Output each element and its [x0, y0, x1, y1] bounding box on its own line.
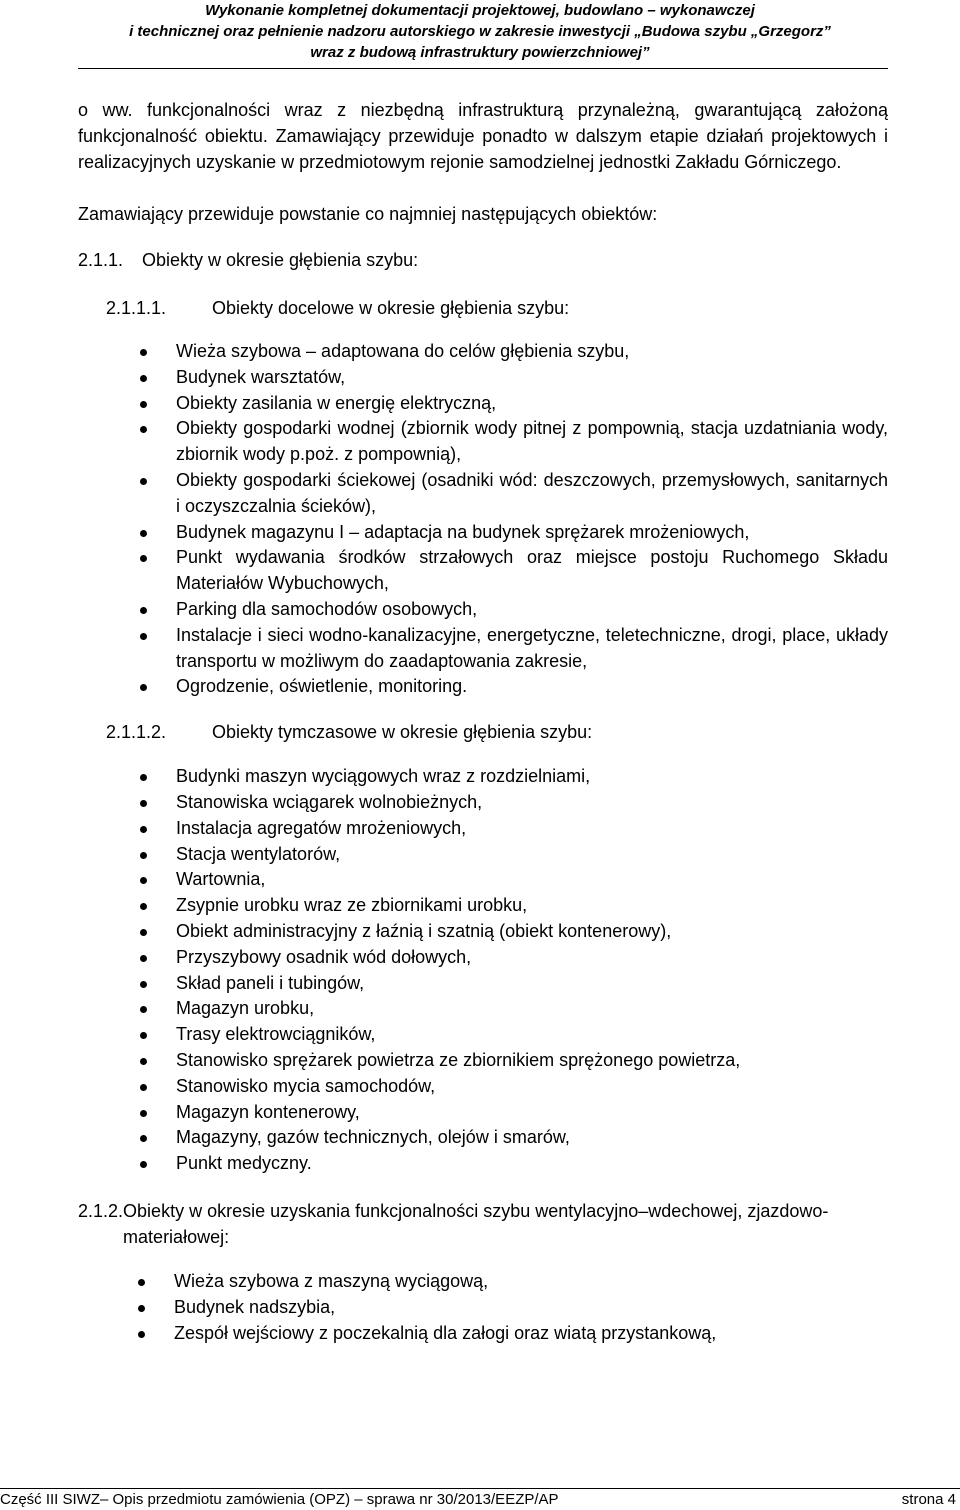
page-number: strona 4	[901, 1491, 956, 1508]
list-item: Wieża szybowa z maszyną wyciągową,	[174, 1269, 888, 1295]
list-item: Obiekt administracyjny z łaźnią i szatnią (obiekt kontenerowy),	[176, 919, 888, 945]
list-item: Budynek warsztatów,	[176, 365, 888, 391]
list-item: Ogrodzenie, oświetlenie, monitoring.	[176, 674, 888, 700]
page-header	[0, 0, 960, 63]
list-item: Wartownia,	[176, 867, 888, 893]
section-number: 2.1.1.1.	[106, 298, 167, 318]
document-body	[78, 97, 888, 1346]
section-number: 2.1.1.2.	[106, 722, 167, 743]
header-line-3: wraz z budową infrastruktury powierzchniowej”	[310, 44, 650, 61]
footer-divider	[0, 1488, 960, 1489]
list-item: Budynek nadszybia,	[174, 1295, 888, 1321]
list-item: Magazyn kontenerowy,	[176, 1100, 888, 1126]
list-item: Wieża szybowa – adaptowana do celów głębienia szybu,	[176, 339, 888, 365]
list-item: Skład paneli i tubingów,	[176, 971, 888, 997]
list-item: Parking dla samochodów osobowych,	[176, 597, 888, 623]
list-item: Zsypnie urobku wraz ze zbiornikami urobku,	[176, 893, 888, 919]
list-functional-objects	[174, 1269, 888, 1346]
list-item: Obiekty gospodarki ściekowej (osadniki wód: deszczowych, przemysłowych, sanitarnych i oczyszczalnia ścieków),	[176, 468, 888, 520]
list-item: Stanowisko sprężarek powietrza ze zbiornikiem sprężonego powietrza,	[176, 1048, 888, 1074]
list-item: Przyszybowy osadnik wód dołowych,	[176, 945, 888, 971]
section-2-1-2-heading	[78, 1198, 888, 1250]
section-2-1-1-1-heading	[78, 295, 888, 321]
list-item: Stanowiska wciągarek wolnobieżnych,	[176, 790, 888, 816]
list-item: Obiekty zasilania w energię elektryczną,	[176, 391, 888, 417]
section-2-1-1-2-heading	[78, 719, 888, 745]
list-item: Instalacja agregatów mrożeniowych,	[176, 816, 888, 842]
section-number: 2.1.2.	[78, 1200, 124, 1221]
paragraph-intro: o ww. funkcjonalności wraz z niezbędną infrastrukturą przynależną, gwarantującą założoną funkcjonalność obiektu. Zamawiający przewiduje ponadto w dalszym etapie działań projektowych i realizacyjnych uzyskanie w przedmiotowym rejonie samodzielnej jednostki Zakładu Górniczego.	[78, 100, 888, 172]
header-line-2: i technicznej oraz pełnienie nadzoru autorskiego w zakresie inwestycji „Budowa szybu „Grzegorz”	[129, 23, 831, 40]
header-divider	[78, 68, 888, 69]
footer-document-ref: Część III SIWZ– Opis przedmiotu zamówienia (OPZ) – sprawa nr 30/2013/EEZP/AP	[0, 1491, 559, 1508]
section-title: Obiekty w okresie uzyskania funkcjonalności szybu wentylacyjno–wdechowej, zjazdowo-materiałowej:	[123, 1200, 829, 1247]
section-number: 2.1.1.	[78, 250, 124, 270]
list-item: Zespół wejściowy z poczekalnią dla załogi oraz wiatą przystankową,	[174, 1321, 888, 1347]
list-item: Trasy elektrowciągników,	[176, 1022, 888, 1048]
list-item: Punkt medyczny.	[176, 1151, 888, 1177]
header-line-1: Wykonanie kompletnej dokumentacji projektowej, budowlano – wykonawczej	[205, 2, 755, 19]
section-title: Obiekty tymczasowe w okresie głębienia szybu:	[212, 722, 593, 743]
list-item: Stacja wentylatorów,	[176, 842, 888, 868]
list-item: Stanowisko mycia samochodów,	[176, 1074, 888, 1100]
section-2-1-1-heading	[78, 247, 888, 273]
section-title: Obiekty w okresie głębienia szybu:	[142, 250, 419, 270]
list-item: Budynek magazynu I – adaptacja na budynek sprężarek mrożeniowych,	[176, 520, 888, 546]
list-permanent-objects	[176, 339, 888, 700]
list-temporary-objects	[176, 764, 888, 1177]
list-item: Budynki maszyn wyciągowych wraz z rozdzielniami,	[176, 764, 888, 790]
list-item: Instalacje i sieci wodno-kanalizacyjne, energetyczne, teletechniczne, drogi, place, układy transportu w możliwym do zaadaptowania zakresie,	[176, 623, 888, 675]
section-title: Obiekty docelowe w okresie głębienia szybu:	[212, 298, 570, 318]
list-item: Punkt wydawania środków strzałowych oraz miejsce postoju Ruchomego Składu Materiałów Wybuchowych,	[176, 545, 888, 597]
list-item: Obiekty gospodarki wodnej (zbiornik wody pitnej z pompownią, stacja uzdatniania wody, zbiornik wody p.poż. z pompownią),	[176, 416, 888, 468]
objects-intro: Zamawiający przewiduje powstanie co najmniej następujących obiektów:	[78, 204, 658, 224]
list-item: Magazyn urobku,	[176, 996, 888, 1022]
list-item: Magazyny, gazów technicznych, olejów i smarów,	[176, 1125, 888, 1151]
